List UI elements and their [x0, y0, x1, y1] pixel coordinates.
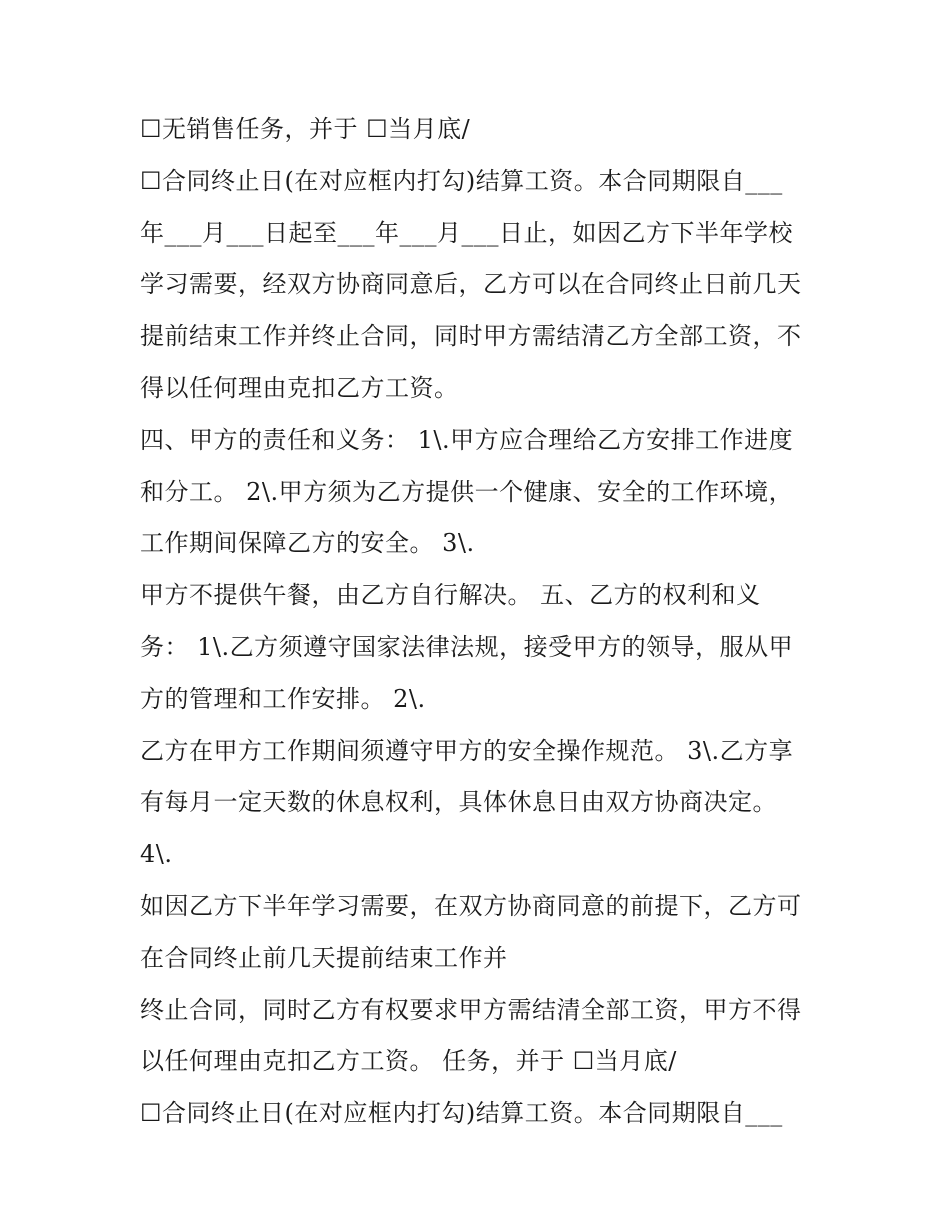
text-line: 以任何理由克扣乙方工资。 任务，并于 ☐当月底/ [140, 1047, 677, 1076]
text-line: 提前结束工作并终止合同，同时甲方需结清乙方全部工资，不 [140, 322, 802, 351]
text-line: 4\. [140, 840, 173, 869]
text-line: 工作期间保障乙方的安全。 3\. [140, 529, 475, 558]
text-line: ☐无销售任务，并于 ☐当月底/ [140, 115, 471, 143]
text-line: 学习需要，经双方协商同意后，乙方可以在合同终止日前几天 [140, 270, 802, 299]
text-line: ☐合同终止日(在对应框内打勾)结算工资。本合同期限自___ [140, 166, 783, 195]
text-line: 务： 1\.乙方须遵守国家法律法规，接受甲方的领导，服从甲 [140, 632, 794, 661]
text-line: 方的管理和工作安排。 2\. [140, 684, 426, 713]
text-line: 得以任何理由克扣乙方工资。 [140, 373, 459, 402]
text-line: 在合同终止前几天提前结束工作并 [140, 943, 508, 972]
text-line: 乙方在甲方工作期间须遵守甲方的安全操作规范。 3\.乙方享 [140, 736, 794, 765]
text-line: 如因乙方下半年学习需要，在双方协商同意的前提下，乙方可 [140, 891, 802, 920]
text-line: ☐合同终止日(在对应框内打勾)结算工资。本合同期限自___ [140, 1099, 783, 1128]
contract-text [140, 104, 820, 1140]
text-line: 年___月___日起至___年___月___日止，如因乙方下半年学校 [140, 218, 793, 247]
text-line: 和分工。 2\.甲方须为乙方提供一个健康、安全的工作环境， [140, 477, 794, 506]
text-line: 四、甲方的责任和义务： 1\.甲方应合理给乙方安排工作进度 [140, 425, 794, 454]
text-line: 甲方不提供午餐，由乙方自行解决。 五、乙方的权利和义 [140, 581, 761, 610]
text-line: 终止合同，同时乙方有权要求甲方需结清全部工资，甲方不得 [140, 995, 802, 1024]
text-line: 有每月一定天数的休息权利，具体休息日由双方协商决定。 [140, 788, 777, 817]
